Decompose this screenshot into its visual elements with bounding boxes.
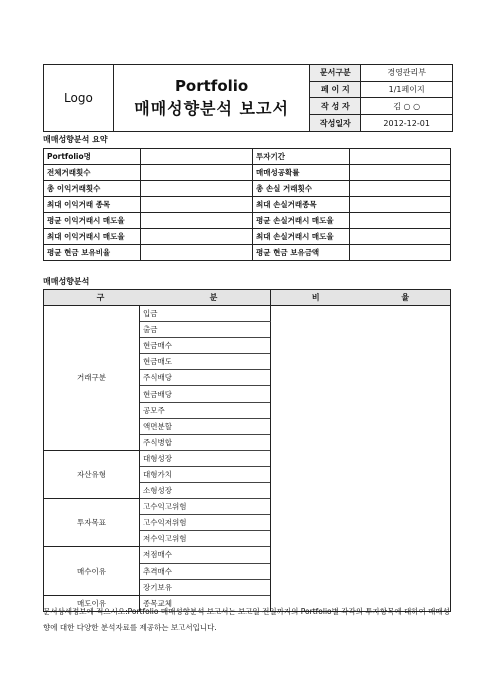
- summary-row: [44, 149, 451, 165]
- analysis-item: 소형성장: [140, 483, 271, 499]
- summary-label: 평균 현금 보유금액: [253, 245, 350, 261]
- analysis-item: 저점매수: [140, 547, 271, 563]
- analysis-item: 고수익고위험: [140, 499, 271, 515]
- summary-value: [141, 149, 253, 165]
- summary-label: 총 손실 거래횟수: [253, 181, 350, 197]
- analysis-category: 투자목표: [44, 499, 140, 547]
- meta-value: 1/1페이지: [361, 81, 452, 98]
- logo-text: Logo: [64, 91, 93, 105]
- summary-label: 투자기간: [253, 149, 350, 165]
- col-header-bi: 비: [311, 293, 320, 302]
- logo: [44, 65, 114, 131]
- summary-label: 매매성공확률: [253, 165, 350, 181]
- summary-value: [141, 181, 253, 197]
- summary-value: [141, 197, 253, 213]
- analysis-ratio-cell: [271, 306, 451, 612]
- summary-row: [44, 165, 451, 181]
- analysis-item: 주식병합: [140, 434, 271, 450]
- summary-value: [350, 245, 451, 261]
- meta-label: 작성일자: [310, 115, 361, 131]
- summary-label: 최대 이익거래 종목: [44, 197, 141, 213]
- summary-value: [350, 197, 451, 213]
- summary-value: [141, 245, 253, 261]
- analysis-item: 현금배당: [140, 386, 271, 402]
- analysis-row: [44, 306, 451, 322]
- analysis-item: 공모주: [140, 402, 271, 418]
- summary-value: [350, 229, 451, 245]
- summary-label: 평균 손실거래시 매도율: [253, 213, 350, 229]
- analysis-category: 자산유형: [44, 450, 140, 498]
- meta-label: 작 성 자: [310, 98, 361, 115]
- analysis-item: 출금: [140, 322, 271, 338]
- analysis-item: 대형가치: [140, 466, 271, 482]
- summary-section-title: 매매성향분석 요약: [43, 135, 108, 144]
- summary-value: [350, 149, 451, 165]
- meta-label: 페 이 지: [310, 81, 361, 98]
- footnote: 문서상세정보에 적으시오:Portfolio 매매성향분석 보고서는 보고일 전일까지의 Portfolio별 각각의 투자항목에 대하여 매매성향에 대한 다양한 분석자료를 제공하는 보고서입니다.: [43, 607, 450, 632]
- report-header: [43, 64, 453, 132]
- analysis-section-title: 매매성향분석: [43, 277, 90, 286]
- analysis-category: 거래구분: [44, 306, 140, 451]
- analysis-item: 종목교체: [140, 595, 271, 611]
- report-title: [114, 65, 311, 131]
- col-header-gu: 구: [96, 293, 105, 302]
- document-meta-table: [310, 65, 452, 131]
- analysis-item: 입금: [140, 306, 271, 322]
- summary-row: [44, 229, 451, 245]
- summary-label: 총 이익거래횟수: [44, 181, 141, 197]
- analysis-item: 장기보유: [140, 579, 271, 595]
- summary-label: 최대 손실거래종목: [253, 197, 350, 213]
- summary-label: 평균 이익거래시 매도율: [44, 213, 141, 229]
- analysis-category: 매수이유: [44, 547, 140, 595]
- analysis-table: [43, 289, 451, 612]
- summary-label: 최대 이익거래시 매도율: [44, 229, 141, 245]
- col-header-ratio: [271, 290, 451, 306]
- col-header-yul: 율: [401, 293, 410, 302]
- meta-value: 2012-12-01: [383, 118, 430, 128]
- summary-value: [141, 213, 253, 229]
- analysis-item: 현금매도: [140, 354, 271, 370]
- title-line2: 매매성향분석 보고서: [134, 99, 289, 118]
- analysis-item: 고수익저위험: [140, 515, 271, 531]
- title-line1: Portfolio: [174, 77, 249, 95]
- analysis-item: 액면분할: [140, 418, 271, 434]
- meta-label: 문서구분: [310, 65, 361, 81]
- summary-label: 전체거래횟수: [44, 165, 141, 181]
- summary-value: [350, 165, 451, 181]
- summary-value: [141, 229, 253, 245]
- analysis-category: 매도이유: [44, 595, 140, 611]
- summary-table: [43, 148, 451, 261]
- summary-row: [44, 213, 451, 229]
- summary-row: [44, 245, 451, 261]
- analysis-item: 추격매수: [140, 563, 271, 579]
- analysis-item: 주식배당: [140, 370, 271, 386]
- summary-value: [141, 165, 253, 181]
- summary-row: [44, 181, 451, 197]
- analysis-item: 저수익고위험: [140, 531, 271, 547]
- meta-value: 경영관리부: [361, 65, 452, 81]
- meta-value: 김 ○ ○: [361, 98, 452, 115]
- summary-label: 평균 현금 보유비율: [44, 245, 141, 261]
- analysis-item: 현금매수: [140, 338, 271, 354]
- summary-value: [350, 181, 451, 197]
- analysis-item: 대형성장: [140, 450, 271, 466]
- summary-row: [44, 197, 451, 213]
- col-header-bun: 분: [209, 293, 218, 302]
- summary-value: [350, 213, 451, 229]
- col-header-category: [44, 290, 271, 306]
- summary-label: 최대 손실거래시 매도율: [253, 229, 350, 245]
- summary-label: Portfolio명: [44, 149, 141, 165]
